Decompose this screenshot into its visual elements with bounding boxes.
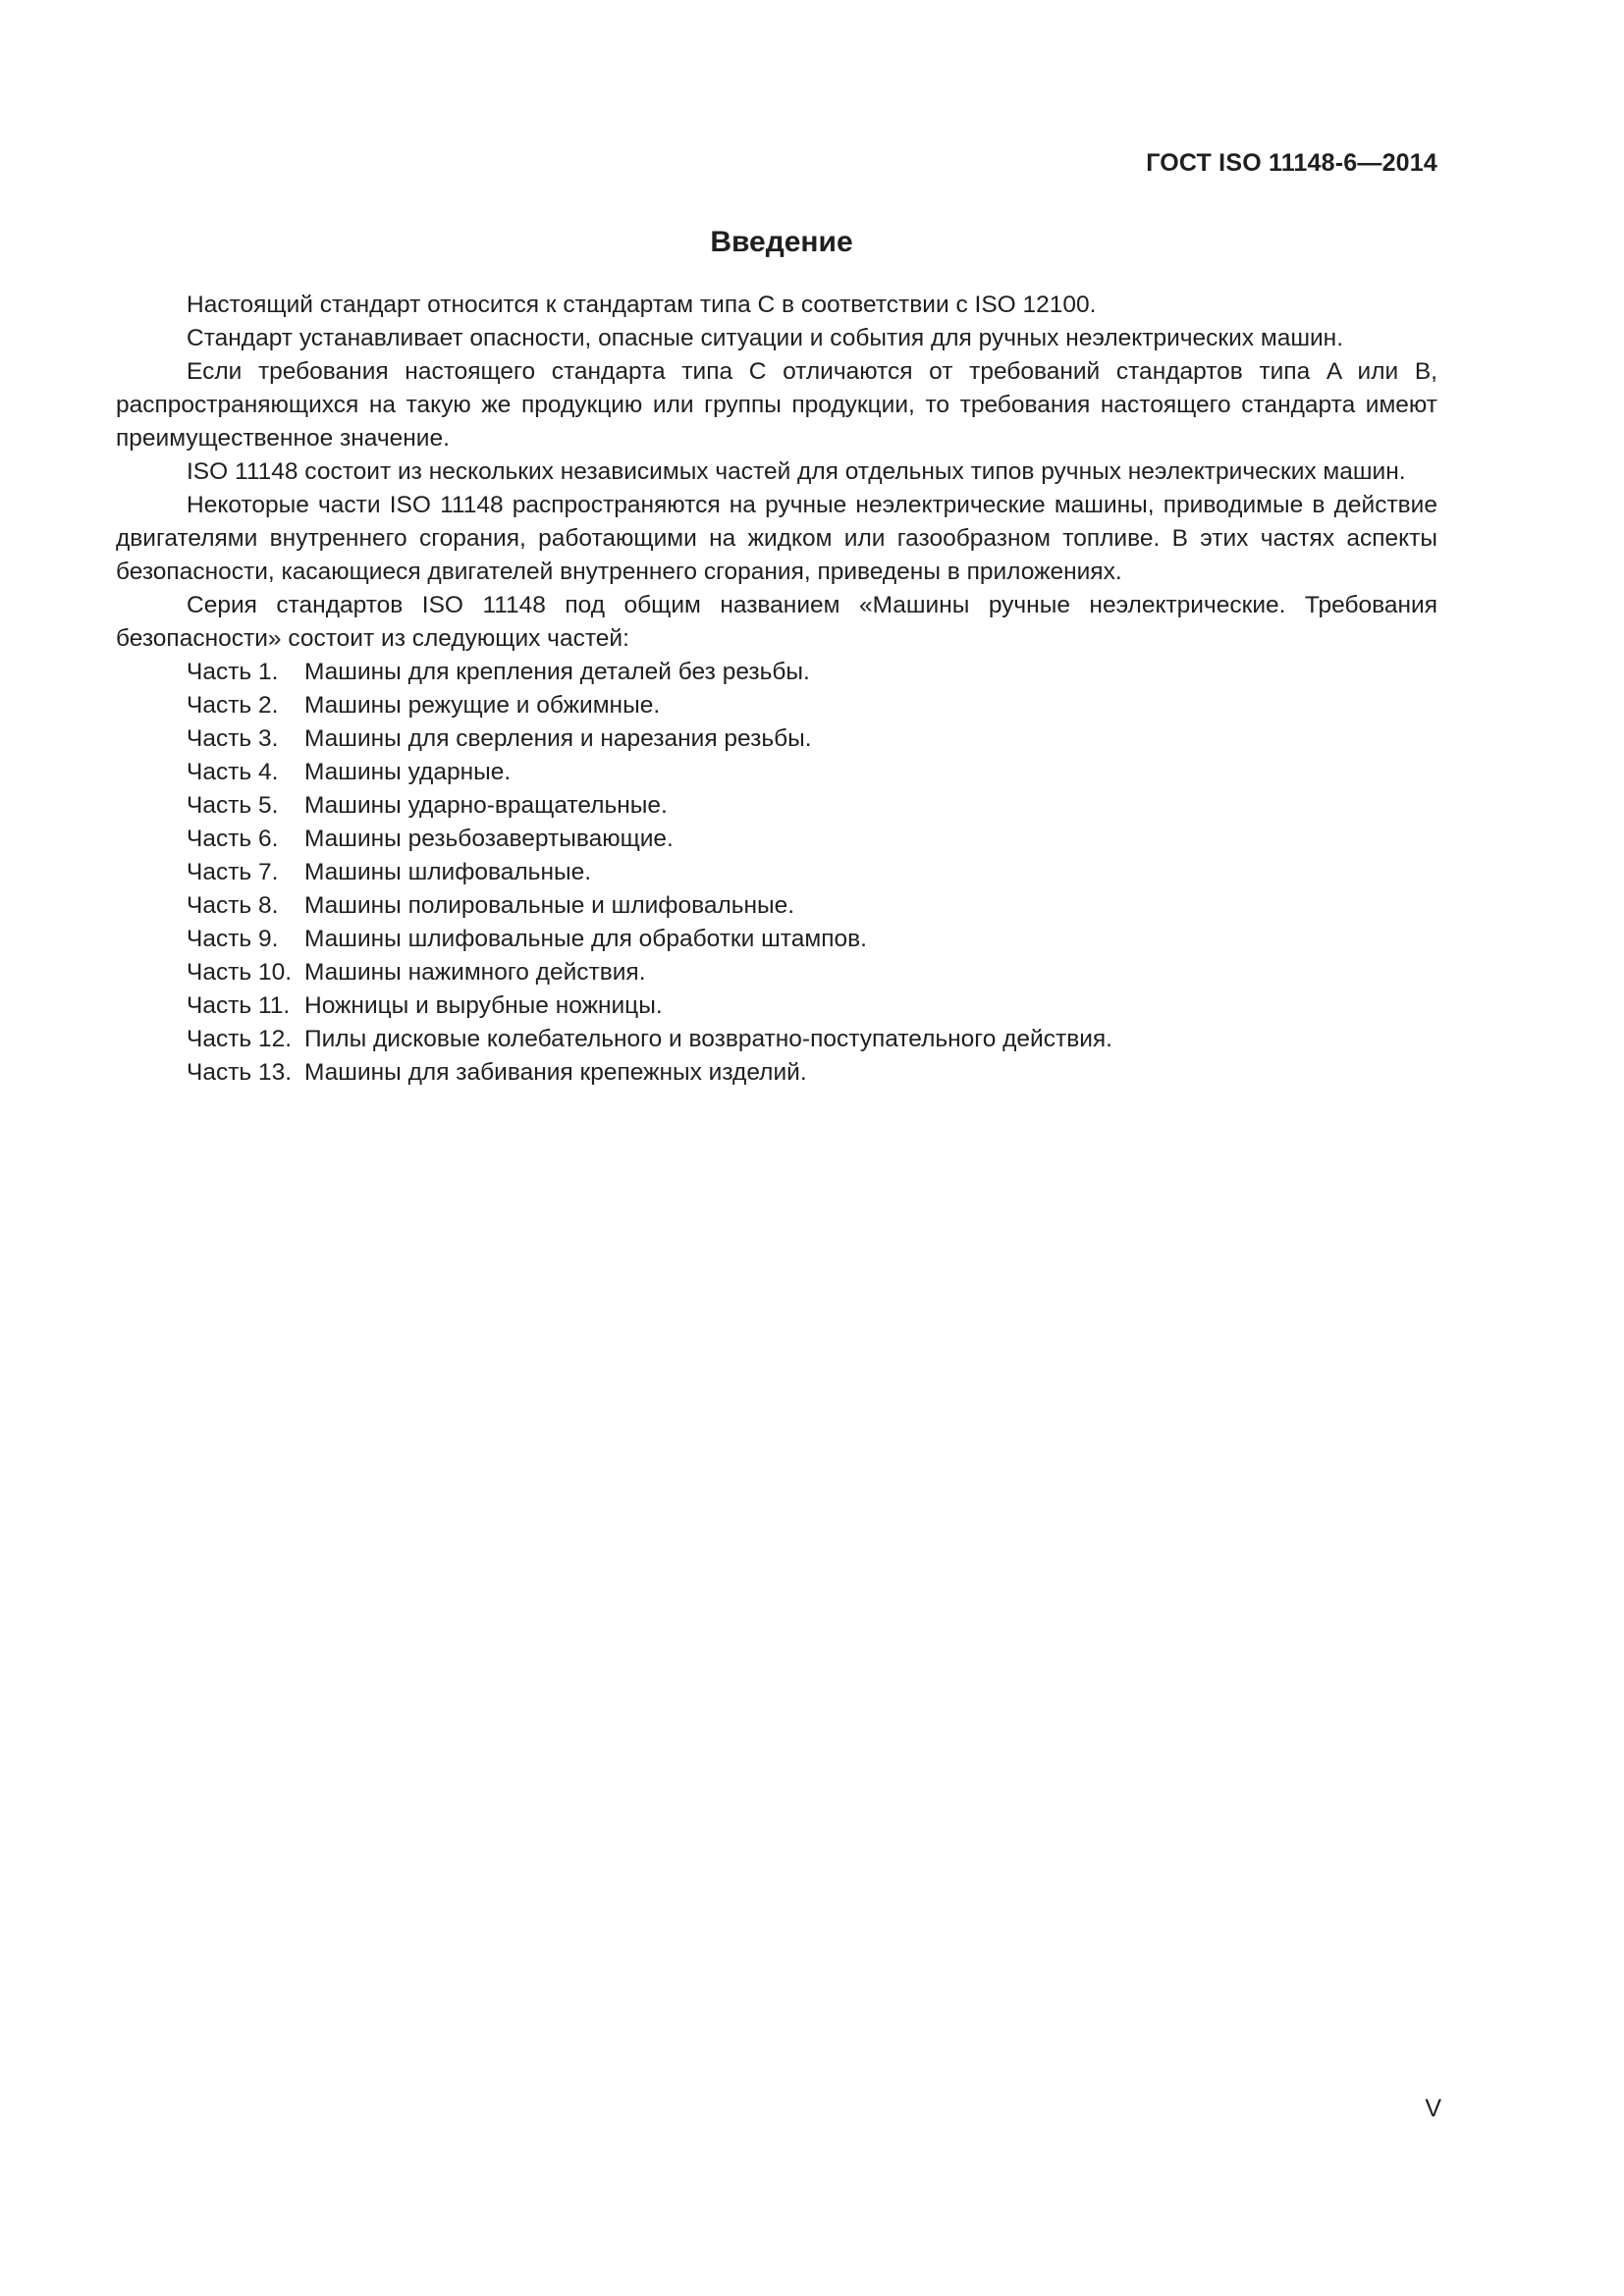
paragraph: Серия стандартов ISO 11148 под общим названием «Машины ручные неэлектрические. Требования безопасности» состоит из следующих частей:: [116, 592, 1437, 652]
part-title: Машины шлифовальные.: [304, 859, 592, 885]
list-item: [187, 656, 1437, 689]
part-number: Часть 5.: [187, 792, 279, 819]
list-item: [187, 989, 1437, 1023]
part-number: Часть 4.: [187, 759, 279, 785]
part-title: Машины ударно-вращательные.: [304, 792, 668, 819]
list-item: [187, 756, 1437, 789]
part-title: Машины нажимного действия.: [304, 959, 646, 986]
list-item: [187, 1023, 1437, 1056]
part-title: Машины полировальные и шлифовальные.: [304, 892, 795, 919]
part-title: Машины для забивания крепежных изделий.: [304, 1059, 807, 1086]
paragraph: Некоторые части ISO 11148 распространяются на ручные неэлектрические машины, приводимые в действие двигателями внутреннего сгорания, работающими на жидком или газообразном топливе. В этих частях аспекты безопасности, касающиеся двигателей внутреннего сгорания, приведены в приложениях.: [116, 492, 1437, 585]
list-item: [187, 789, 1437, 823]
list-item: [187, 1056, 1437, 1090]
part-number: Часть 3.: [187, 725, 279, 752]
part-title: Ножницы и вырубные ножницы.: [304, 992, 663, 1019]
part-number: Часть 12.: [187, 1026, 293, 1052]
part-title: Машины для крепления деталей без резьбы.: [304, 659, 810, 685]
part-number: Часть 7.: [187, 859, 279, 885]
part-number: Часть 8.: [187, 892, 279, 919]
list-item: [187, 923, 1437, 956]
document-code: ГОСТ ISO 11148-6—2014: [1146, 149, 1437, 177]
intro-body: [116, 289, 1437, 1090]
part-title: Машины ударные.: [304, 759, 512, 785]
part-title: Пилы дисковые колебательного и возвратно-поступательного действия.: [304, 1026, 1112, 1052]
list-item: [187, 689, 1437, 722]
part-title: Машины резьбозавертывающие.: [304, 826, 674, 852]
paragraph: Настоящий стандарт относится к стандартам типа C в соответствии с ISO 12100.: [187, 292, 1097, 318]
part-number: Часть 9.: [187, 926, 279, 952]
part-number: Часть 13.: [187, 1059, 293, 1086]
part-number: Часть 1.: [187, 659, 279, 685]
paragraph: Если требования настоящего стандарта типа C отличаются от требований стандартов типа A или B, распространяющихся на такую же продукцию или группы продукции, то требования настоящего стандарта имеют преимущественное значение.: [116, 358, 1437, 452]
page-number: V: [1425, 2095, 1441, 2122]
part-title: Машины режущие и обжимные.: [304, 692, 661, 719]
section-title-text: Введение: [710, 226, 853, 258]
list-item: [187, 889, 1437, 923]
section-title: [0, 226, 1624, 259]
paragraph: ISO 11148 состоит из нескольких независимых частей для отдельных типов ручных неэлектрических машин.: [187, 458, 1406, 485]
list-item: [187, 856, 1437, 889]
list-item: [187, 956, 1437, 989]
part-number: Часть 6.: [187, 826, 279, 852]
parts-list: [116, 656, 1437, 1090]
paragraph: Стандарт устанавливает опасности, опасные ситуации и события для ручных неэлектрических машин.: [187, 325, 1344, 351]
part-number: Часть 10.: [187, 959, 293, 986]
part-title: Машины для сверления и нарезания резьбы.: [304, 725, 812, 752]
part-number: Часть 11.: [187, 992, 291, 1019]
list-item: [187, 722, 1437, 756]
part-number: Часть 2.: [187, 692, 279, 719]
list-item: [187, 823, 1437, 856]
part-title: Машины шлифовальные для обработки штампов.: [304, 926, 867, 952]
